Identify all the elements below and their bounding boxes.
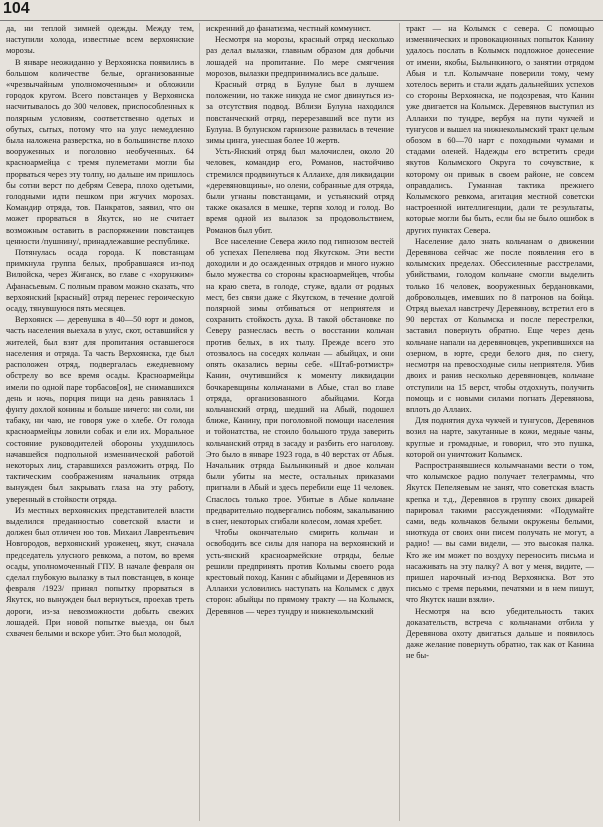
- paragraph: тракт — на Колымск с севера. С помощью изменнических и провокационных попыток Канину удалось послать в Колымск подложное донесение от имени, якобы, Былынкиного, о занятии отрядом Абыя и т.п. Колымчане поверили тому, чему хотелось верить и стали ждать дальнейших успехов со стороны Верхоянска, не подозревая, что Канин уже двигается на Колымск. Деревянов выступил из Аллаихи по тундре, вербуя на пути чукчей и тунгусов и вышел на нижнеколымский тракт целым обозом в 60—70 нарт с походными чумами и стадами оленей. Надежды его встретить среди якутов Колымского Округа то сочувствие, к которому он привык в своем районе, не совсем оправдались. Гуманная тактика прежнего Колымского ревкома, агитация местной советски настроенной интеллигенции, дали те результаты, которые могли бы быть, если бы не было ошибок в других пунктах Севера.: [406, 24, 594, 235]
- paragraph: искренний до фанатизма, честный коммунист.: [206, 24, 371, 33]
- page-header-bar: [0, 0, 603, 21]
- text-column-1: [6, 23, 194, 823]
- paragraph: Распространявшиеся колымчанами вести о том, что колымское радио получает телеграммы, что Якутск Пепеляевым не занят, что советская власть крепка и т.д., Деревянов в группу своих дикарей парировал такими рассуждениями: «Подумайте сами, ведь кольчаков белыми окружены белыми, ниоткуда от своих они писем получать не могут, а радио! — вы сами видели, — это высокая палка. Кто же им может по воздуху переносить письма и насаживать на эту палку? А вот у меня, видите, — пришел нарочный из-под Верхоянска. Вот это письмо с тремя перьями, печатями и в нем пишут, что Якутск наши взяли».: [406, 460, 594, 605]
- paragraph: да, ни теплой зимней одежды. Между тем, наступили холода, известные всем верхоянские морозы.: [6, 24, 194, 56]
- paragraph: Красный отряд в Булуне был в лучшем положении, но также никуда не смог двинуться из-за отсутствия подвод. Вблизи Булуна находился повстанческий отряд, перерезавший все пути из Булуна. В булунском гарнизоне развилась в течение зимы цинга, унесшая более 10 жертв.: [206, 80, 394, 146]
- paragraph: Все население Севера жило под гипнозом вестей об успехах Пепеляева под Якутском. Эти вести доходили и до осажденных отрядов и много нужно было мужества со стороны красноармейцев, чтобы на краю света, в голоде, стуже, вдали от родных мест, без связи даже с Якутском, в течение долгой полярной зимы отбиваться от неприятеля и сохранить стойкость духа. В такой обстановке по Северу разнеслась весть о восстании кольчан против белых, в их тылу. Прежде всего это отозвалось на соседях кольчан — абыйцах, и они опять оказались верны себе. «Штаб-ротмистр» Канин, очутившийся к моменту ликвидации бочкаревщины кольчанами в Абые, стал во главе отряда, организованного абыйцами. Когда кольчанский отряд, шедший на Абый, подошел ближе, Канину, при поголовной помощи населения и тойонатства, не стоило большого труда заверить кольчанский отряд в засаду и разбить его наголову. Это было в январе 1923 года, в 40 верстах от Абыя. Начальник отряда Былынкиный и двое кольчан были убиты на месте, остальных приказами пригнали в Абый и здесь перебили еще 11 человек. Спаслось только трое. Убитые в Абые кольчане предварительно подвергались побоям, закалыванию в снег, некоторых сгибали колесом, ломая хребет.: [206, 236, 394, 526]
- paragraph: В январе неожиданно у Верхоянска появились в большом количестве белые, организованные «чрезвычайным уполномоченным» и обложили городок кругом. Всего повстанцев у Верхоянска насчитывалось до 300 человек, приспособленных к полярным условиям, соответственно одетых и обутых, сытых, потому что на улус немедленно была наложена разверстка, но в большинстве плохо вооруженных и поголовно необученных. 64 красноармейца с тремя пулеметами могли бы прорваться через эту толпу, но дальше им пришлось бы сотни верст по дебрям Севера, плохо одетыми, голодными идти пешком при жгучих морозах. Командир отряда, тов. Панкратов, заявил, что он может прорваться в Якутск, но не считает возможным оставить в распоряжении повстанцев ценности /пушнину/, принадлежавшие республике.: [6, 57, 194, 246]
- paragraph: Чтобы окончательно смирить кольчан и освободить все силы для напора на верхоянский и усть-янский красноармейские отряды, белые решили предпринять против Колымы своего рода крестовый поход. Канин с абыйцами и Деревянов из Аллаихи условились наступать на Колымск с двух сторон: абыйцы по прямому тракту — на Колымск, Деревянов — через тундру и нижнеколымский: [206, 528, 394, 616]
- paragraph: Несмотря на всю убедительность таких доказательств, встреча с кольчанами отбила у Деревянова охоту двигаться дальше и появилось даже желание повернуть обратно, так как от Канина не бы-: [406, 606, 594, 661]
- paragraph: Из местных верхоянских представителей власти выделился преданностью советской власти и должен был отличен юо тов. Михаил Лаврентьевич Новгородов, верхоянский уроженец, якут, сначала председатель улусного ревкома, а потом, во время осады, уполномоченный ГПУ. В начале февраля он сделал глубокую вылазку в тыл повстанцев, в конце февраля /1923/ принял попытку прорваться в Якутск, но вынужден был вернуться, проехав треть дороги, из-за невозможности добыть свежих лошадей. При новой попытке выезда, он был схвачен белыми и вскоре убит. Это был молодой,: [6, 505, 194, 638]
- column-divider: [399, 23, 400, 821]
- text-column-3: [406, 23, 594, 823]
- paragraph: Потянулась осада города. К повстанцам примкнула группа белых, пробравшаяся из-под Вилюйска, через Жиганск, во главе с «хорунжим» Афанасьевым. С полным правом можно сказать, что верхоянский [красный] отряд перенес героическую осаду, тянувшуюся пять месяцев.: [6, 248, 194, 314]
- column-divider: [199, 23, 200, 821]
- paragraph: Несмотря на морозы, красный отряд несколько раз делал вылазки, главным образом для добычи лошадей на пропитание. По мере смягчения морозов, вылазки предпринимались все дальше.: [206, 35, 394, 78]
- paragraph: Население дало знать кольчанам о движении Деревянова сейчас же после появления его в колымских пределах. Обессиленные расстрелами, убийствами, голодом кольчане смогли выделить только 16 человек, вооруженных бердановками, добровольцев, имевших по 8 патронов на бойца. Отряд выехал навстречу Деревянову, встретил его в 90 верстах от Колымска и после перестрелки, заставил повернуть обратно. Еще через день кольчане напали на деревяновцев, укрепившихся на озерном, в юрте, среди белого дня, по снегу, несмотря на превосходные силы неприятеля. Убив двоих и ранив несколько деревяновцев, кольчане отступили на 15 верст, чтобы отдохнуть, получить помощь и с новыми силами погнать Деревянова, вплоть до Аллаих.: [406, 236, 594, 414]
- paragraph: Усть-Янский отряд был малочислен, около 20 человек, командир его, Романов, настойчиво стремился продвинуться к Аллаихе, для ликвидации «деревяновщины», но олени, собранные для отряда, были угнаны повстанцами, и устьянский отряд также оказался в мешке, терпя холод и голод. Во время одной из вылазок за продовольствием, Романов был убит.: [206, 147, 394, 235]
- page-number: 104: [3, 0, 30, 17]
- paragraph: Для поднятия духа чукчей и тунгусов, Деревянов возил на нарте, закутанные в кожи, медные чаны, круглые и громадные, и говорил, что это пушка, которой он уничтожит Колымск.: [406, 416, 594, 459]
- paragraph: Верхоянск — деревушка в 40—50 юрт и домов, часть населения выехала в улус, скот, оставшийся у жителей, был взят для пропитания оставшегося населения и отряда. Та часть Верхоянска, где был расположен отряд, подвергалась ежедневному обстрелу во все время осады. Красноармейцы имели по одной паре торбасов[оя], не снимавшихся день и ночь, порция пищи на день равнялась 1 фунту дохлой конины и больше ничего: ни соли, ни табаку, ни чаю, не говоря уже о хлебе. От голода красноармейцы ловили собак и ели их. Моральное состояние руководителей обороны ухудшилось начавшейся подпольной изменнической работой некоторых лиц, старавшихся разложить отряд. По тактическим соображениям начальник отряда вынужден был закрывать глаза на эту работу, уверенный в стойкости отряда.: [6, 315, 194, 504]
- text-column-2: [206, 23, 394, 823]
